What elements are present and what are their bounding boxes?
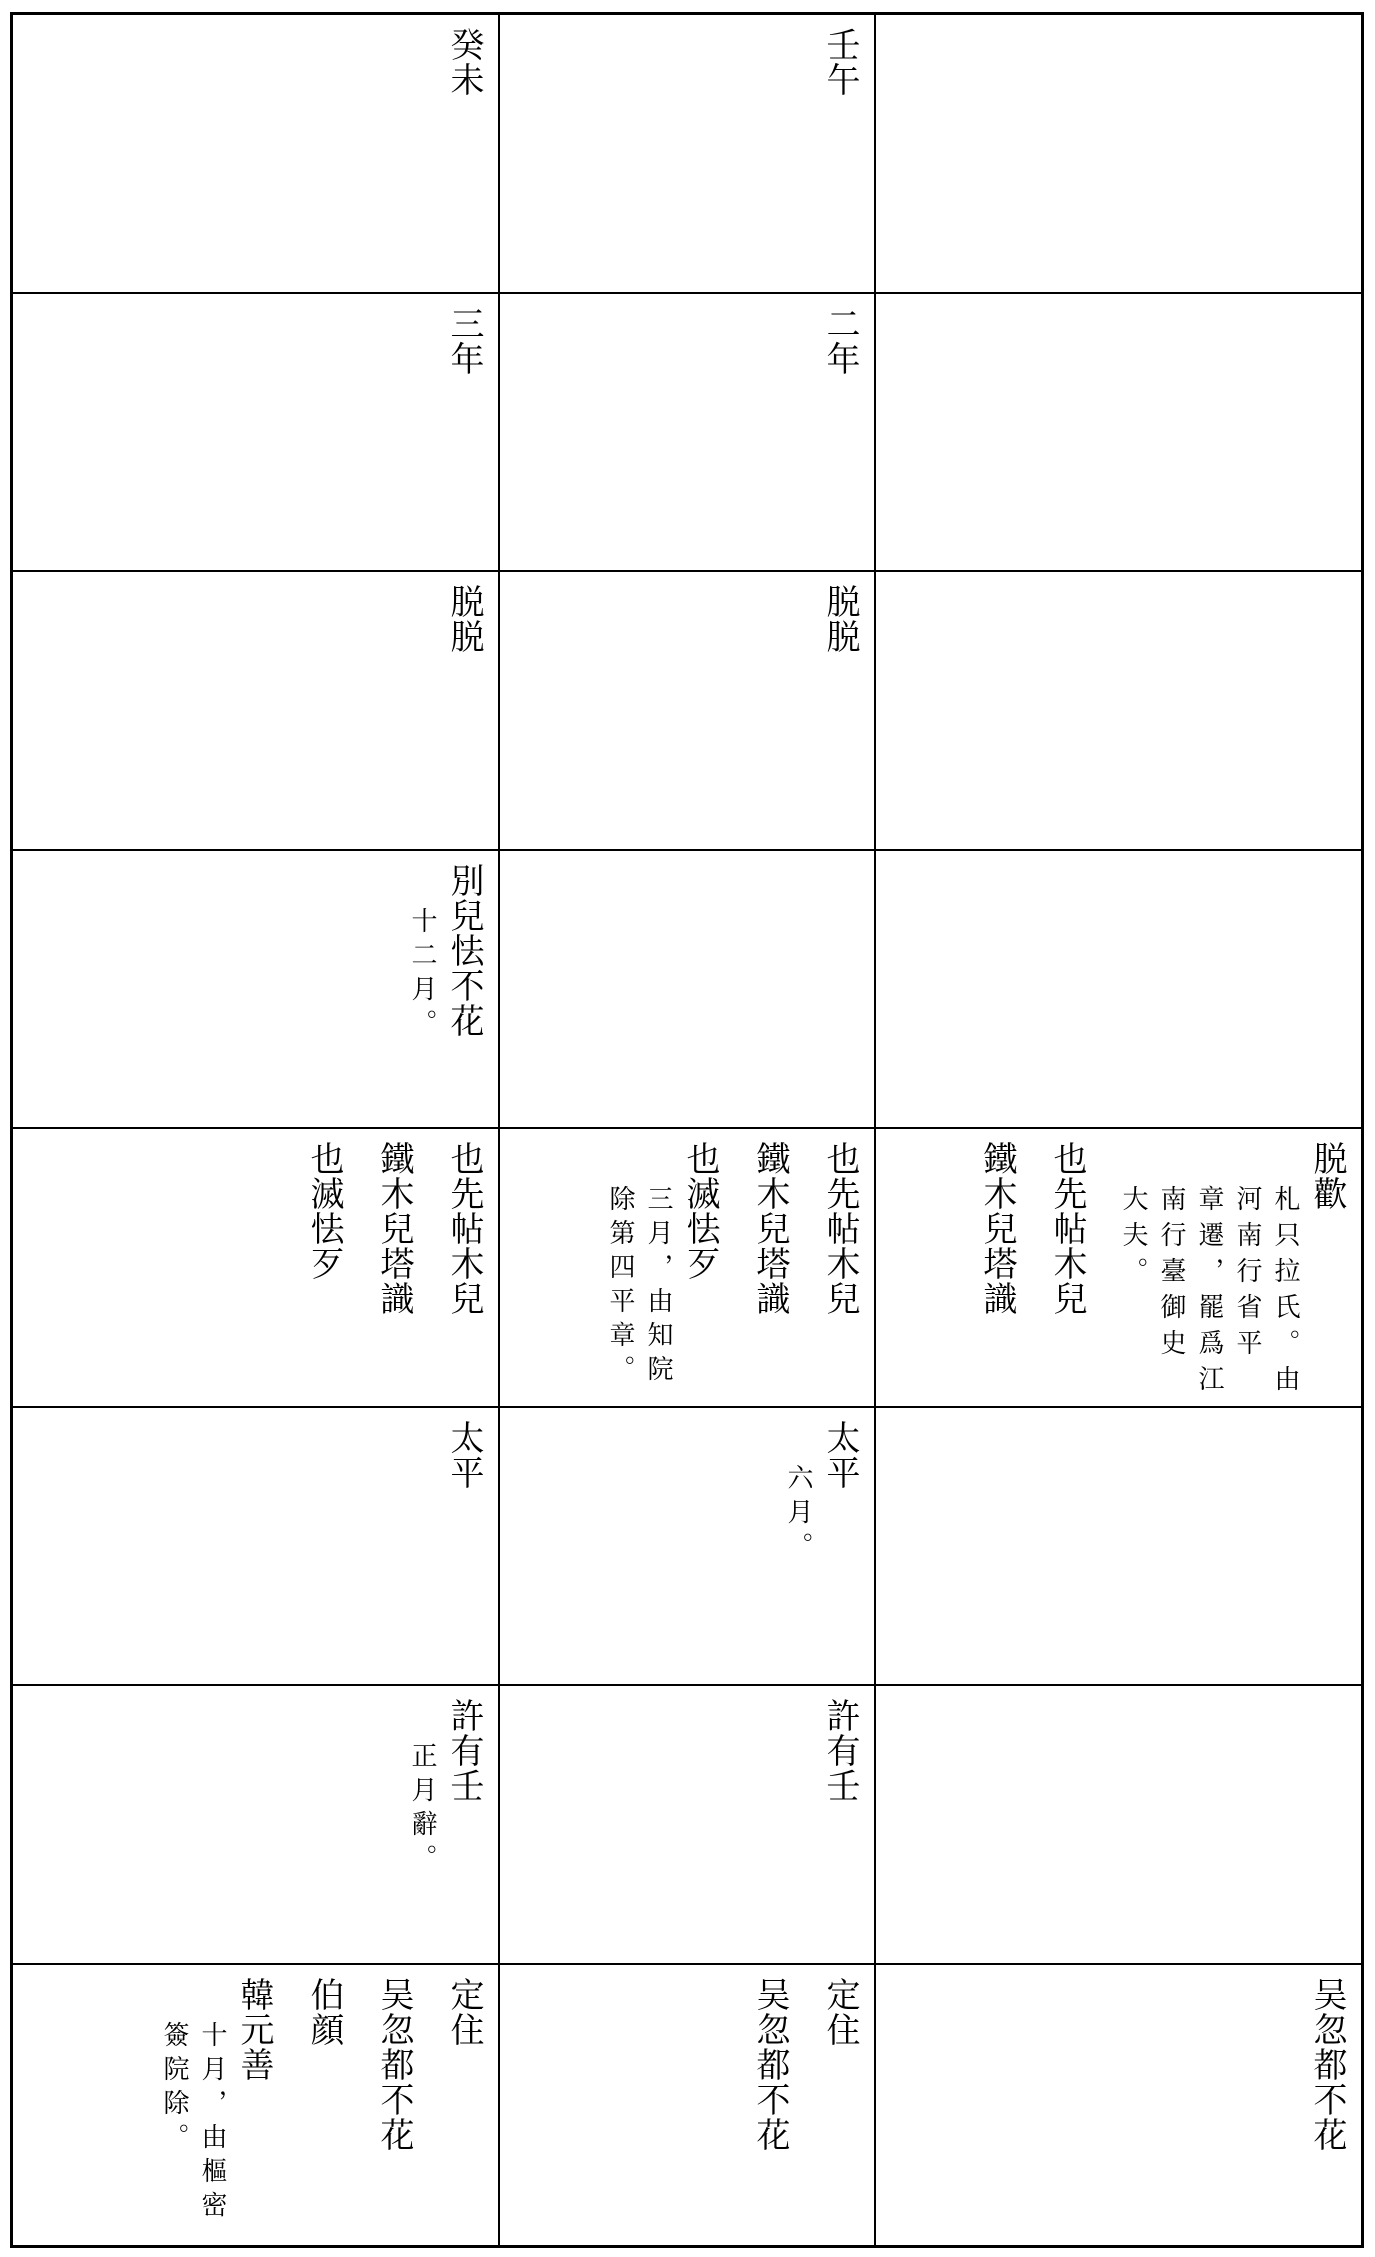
entry (444, 1977, 484, 2047)
entry (158, 1977, 274, 2225)
table-cell-row1-left (13, 15, 500, 294)
entry-name: 也先帖木兒 (444, 1141, 484, 1316)
table-cell-row8-middle (500, 1965, 876, 2246)
entry (406, 1698, 484, 1878)
entry-name: 也滅怯歹 (680, 1141, 720, 1281)
entry (304, 1141, 344, 1281)
entry (444, 27, 484, 97)
table-cell-row2-right (876, 294, 1361, 573)
entry (444, 1420, 484, 1490)
entry-name: 許有壬 (444, 1698, 484, 1803)
table-cell-row3-right (876, 572, 1361, 851)
entry-note: 正月辭。 (407, 1742, 437, 1878)
entry-note: 札只拉氏。由 (1270, 1185, 1300, 1401)
entry (304, 1977, 344, 2047)
entry-name: 定住 (444, 1976, 484, 2047)
entry (977, 1141, 1017, 1316)
table-cell-row6-middle (500, 1408, 876, 1687)
entry-name: 鐵木兒塔識 (977, 1141, 1017, 1316)
entry-note: 大夫。 (1118, 1185, 1148, 1293)
entry (820, 1141, 860, 1316)
table-cell-row7-left (13, 1686, 500, 1965)
entry-name: 也先帖木兒 (820, 1141, 860, 1316)
entry-name: 太平 (444, 1419, 484, 1490)
entry-name: 吴忽都不花 (750, 1976, 790, 2152)
entry (750, 1141, 790, 1316)
entry-name: 韓元善 (234, 1976, 274, 2082)
entry (820, 27, 860, 97)
entry-note: 三月，由知院 (643, 1185, 673, 1389)
entry-name: 壬午 (820, 27, 860, 97)
entry (604, 1141, 720, 1389)
table-grid (10, 12, 1364, 2248)
entry (374, 1141, 414, 1316)
entry-name: 二年 (820, 305, 860, 376)
entry-note: 十二月。 (407, 906, 437, 1043)
table-cell-row6-left (13, 1408, 500, 1687)
entry (444, 306, 484, 376)
entry (444, 1141, 484, 1316)
entry (750, 1977, 790, 2152)
entry-name: 吴忽都不花 (1307, 1976, 1347, 2152)
table-cell-row1-right (876, 15, 1361, 294)
entry-name: 脱脱 (820, 584, 860, 654)
table-cell-row4-left (13, 851, 500, 1130)
entry-note: 南行臺御史 (1156, 1185, 1186, 1365)
entry-name: 鐵木兒塔識 (374, 1141, 414, 1316)
entry-note: 簽院除。 (159, 2020, 189, 2157)
table-cell-row5-middle (500, 1129, 876, 1408)
entry (782, 1420, 860, 1566)
table-cell-row6-right (876, 1408, 1361, 1687)
table-cell-row1-middle (500, 15, 876, 294)
entry-note: 六月。 (783, 1463, 813, 1566)
table-cell-row8-left (13, 1965, 500, 2246)
entry-name: 許有壬 (820, 1698, 860, 1803)
table-cell-row4-middle (500, 851, 876, 1130)
entry-name: 伯顔 (304, 1976, 344, 2047)
entry-name: 三年 (444, 305, 484, 376)
entry (406, 863, 484, 1043)
entry (374, 1977, 414, 2152)
table-cell-row3-left (13, 572, 500, 851)
entry-name: 吴忽都不花 (374, 1976, 414, 2152)
entry (1047, 1141, 1087, 1316)
table-cell-row7-right (876, 1686, 1361, 1965)
entry (820, 584, 860, 654)
entry-name: 定住 (820, 1976, 860, 2047)
table-cell-row5-right (876, 1129, 1361, 1408)
table-cell-row8-right (876, 1965, 1361, 2246)
entry-name: 也先帖木兒 (1047, 1141, 1087, 1316)
entry (1117, 1141, 1347, 1401)
entry (820, 1698, 860, 1803)
table-cell-row7-middle (500, 1686, 876, 1965)
table-cell-row2-middle (500, 294, 876, 573)
entry (444, 584, 484, 654)
entry-name: 癸未 (444, 27, 484, 97)
entry (820, 1977, 860, 2047)
entry-note: 十月，由樞密 (197, 2020, 227, 2225)
entry-note: 章遷，罷爲江 (1194, 1185, 1224, 1401)
entry-name: 別兒怯不花 (444, 862, 484, 1038)
entry-name: 太平 (820, 1419, 860, 1490)
entry (820, 306, 860, 376)
table-cell-row3-middle (500, 572, 876, 851)
table-cell-row2-left (13, 294, 500, 573)
entry (1307, 1977, 1347, 2152)
entry-note: 河南行省平 (1232, 1185, 1262, 1365)
entry-name: 脱歡 (1307, 1141, 1347, 1211)
entry-name: 鐵木兒塔識 (750, 1141, 790, 1316)
table-cell-row4-right (876, 851, 1361, 1130)
entry-name: 脱脱 (444, 584, 484, 654)
entry-note: 除第四平章。 (605, 1185, 635, 1389)
table-cell-row5-left (13, 1129, 500, 1408)
entry-name: 也滅怯歹 (304, 1141, 344, 1281)
